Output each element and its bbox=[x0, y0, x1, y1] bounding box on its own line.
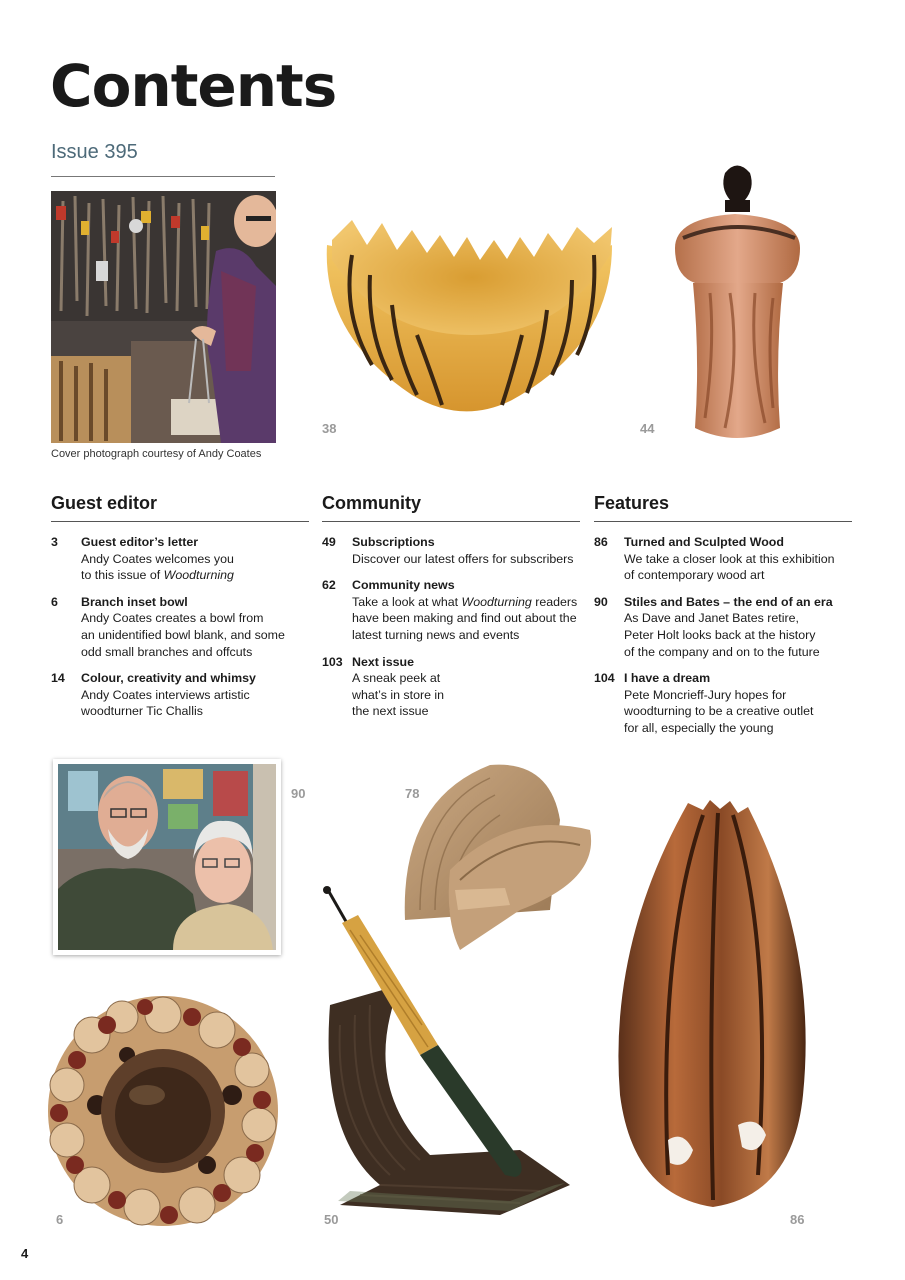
entry-page-number: 86 bbox=[594, 535, 608, 549]
page-ref-44: 44 bbox=[640, 421, 655, 436]
contents-entry[interactable] bbox=[322, 577, 580, 643]
contents-entry[interactable] bbox=[594, 534, 852, 584]
entry-page-number: 14 bbox=[51, 671, 65, 686]
portrait-photo bbox=[53, 759, 281, 955]
entry-page-number: 62 bbox=[322, 578, 336, 593]
page-ref-38: 38 bbox=[322, 421, 337, 436]
entry-title: Subscriptions bbox=[352, 535, 435, 549]
contents-entry[interactable] bbox=[51, 594, 309, 660]
section-heading: Community bbox=[322, 493, 580, 522]
entry-title: Branch inset bowl bbox=[81, 594, 188, 609]
issue-number: Issue 395 bbox=[51, 141, 138, 163]
cover-photo bbox=[51, 191, 276, 443]
entry-title: Colour, creativity and whimsy bbox=[81, 671, 256, 686]
carved-vessel-photo bbox=[608, 795, 818, 1215]
section-heading: Guest editor bbox=[51, 493, 309, 522]
pen-stand-photo bbox=[320, 885, 575, 1225]
page-ref-78: 78 bbox=[405, 786, 420, 801]
zigzag-bowl-photo bbox=[322, 215, 617, 425]
entry-page-number: 103 bbox=[322, 654, 343, 669]
section-features bbox=[594, 493, 852, 737]
entry-title: Next issue bbox=[352, 654, 414, 669]
entry-page-number: 104 bbox=[594, 671, 615, 686]
page-ref-50: 50 bbox=[324, 1212, 339, 1227]
entry-description: Take a look at what Woodturning readers have been making and find out about the latest turning news and events bbox=[352, 594, 578, 642]
page-ref-86: 86 bbox=[790, 1212, 805, 1227]
contents-entry[interactable] bbox=[322, 654, 580, 720]
contents-entry[interactable] bbox=[594, 594, 852, 660]
entry-title: Turned and Sculpted Wood bbox=[624, 535, 784, 549]
entry-description: A sneak peek at what’s in store in the next issue bbox=[352, 671, 445, 719]
entry-page-number: 49 bbox=[322, 535, 336, 549]
page-title: Contents bbox=[50, 52, 337, 120]
page-ref-90: 90 bbox=[291, 786, 306, 801]
issue-divider bbox=[51, 176, 275, 177]
entry-description: We take a closer look at this exhibition of contemporary wood art bbox=[624, 551, 835, 583]
entry-title: Community news bbox=[352, 578, 455, 593]
entry-title: I have a dream bbox=[624, 671, 711, 686]
entry-description: Andy Coates creates a bowl from an unidentified bowl blank, and some odd small branches and offcuts bbox=[81, 611, 285, 659]
section-community bbox=[322, 493, 580, 720]
entry-description: Andy Coates interviews artistic woodturner Tic Challis bbox=[81, 687, 250, 719]
entry-page-number: 90 bbox=[594, 594, 608, 609]
section-guest-editor bbox=[51, 493, 309, 720]
cover-caption: Cover photograph courtesy of Andy Coates bbox=[51, 448, 262, 460]
segmented-bowl-photo bbox=[47, 995, 279, 1227]
section-heading: Features bbox=[594, 493, 852, 522]
contents-entry[interactable] bbox=[322, 534, 580, 567]
entry-page-number: 3 bbox=[51, 535, 58, 549]
entry-description: As Dave and Janet Bates retire, Peter Holt looks back at the history of the company and on to the future bbox=[624, 611, 820, 659]
contents-entry[interactable] bbox=[51, 534, 309, 584]
contents-entry[interactable] bbox=[594, 670, 852, 736]
lidded-box-photo bbox=[655, 158, 820, 443]
page-ref-6: 6 bbox=[56, 1212, 64, 1227]
entry-page-number: 6 bbox=[51, 594, 58, 609]
entry-title: Guest editor’s letter bbox=[81, 535, 199, 549]
entry-description: Discover our latest offers for subscribers bbox=[352, 551, 574, 566]
entry-title: Stiles and Bates – the end of an era bbox=[624, 594, 833, 609]
entry-description: Pete Moncrieff-Jury hopes for woodturning to be a creative outlet for all, especially the young bbox=[624, 687, 814, 735]
page-folio: 4 bbox=[21, 1246, 29, 1261]
entry-description: Andy Coates welcomes you to this issue of Woodturning bbox=[81, 551, 234, 583]
contents-entry[interactable] bbox=[51, 670, 309, 720]
